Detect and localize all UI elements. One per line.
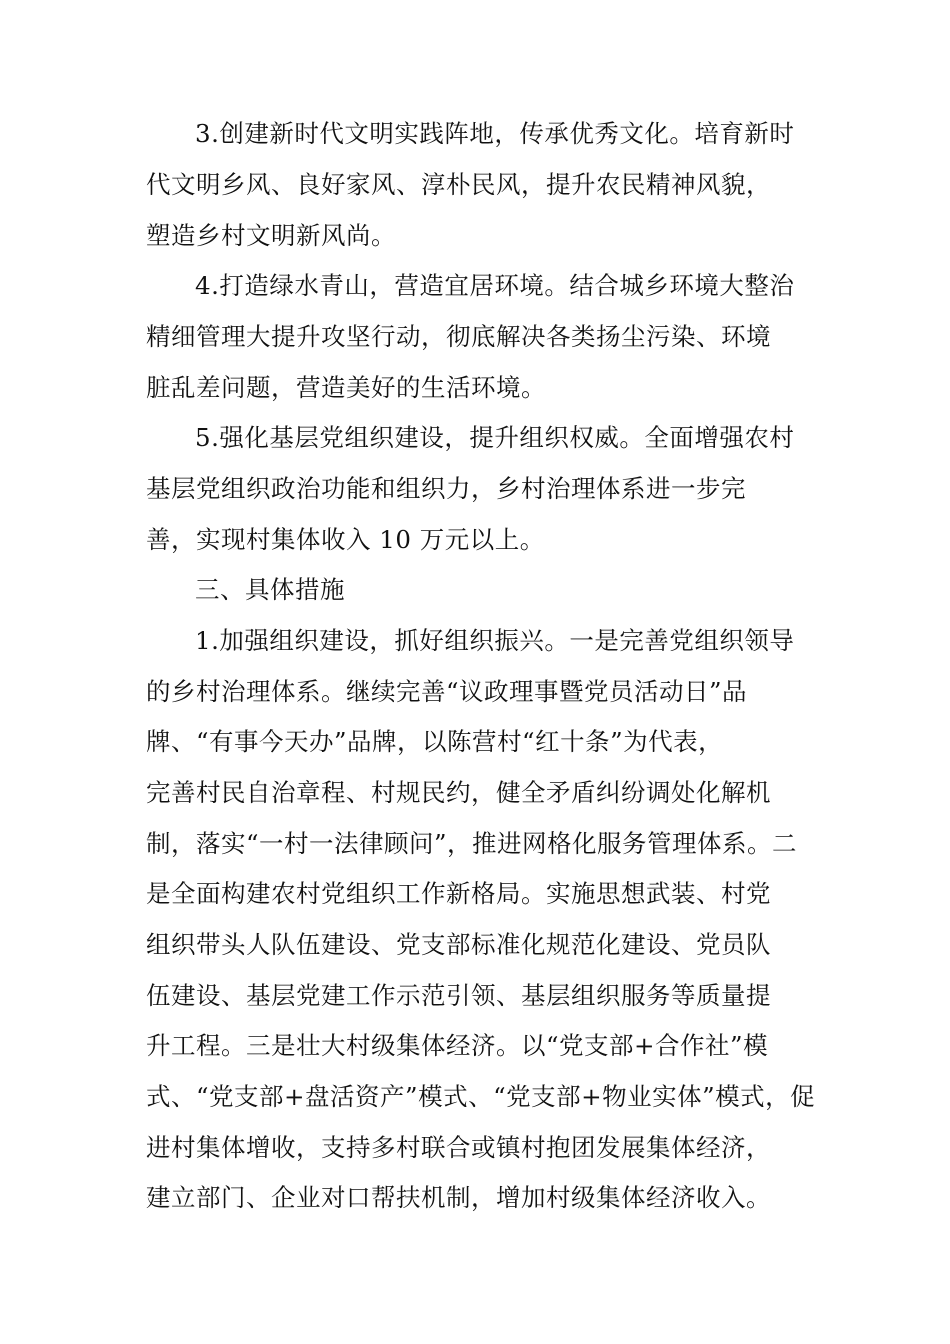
- section-heading: 三、具体措施: [195, 575, 345, 604]
- measure-1-line-7: 组织带头人队伍建设、党支部标准化规范化建设、党员队: [146, 930, 771, 959]
- measure-1-line-2: 的乡村治理体系。继续完善“议政理事暨党员活动日”品: [146, 677, 748, 706]
- measure-1-line-10: 式、“党支部+盘活资产”模式、“党支部+物业实体”模式，促: [146, 1082, 816, 1111]
- measure-1-line-3: 牌、“有事今天办”品牌，以陈营村“红十条”为代表，: [146, 727, 724, 756]
- paragraph-3-line-3: 塑造乡村文明新风尚。: [146, 221, 396, 250]
- measure-1-line-11: 进村集体增收，支持多村联合或镇村抱团发展集体经济，: [146, 1133, 771, 1162]
- paragraph-5-line-1: 5.强化基层党组织建设，提升组织权威。全面增强农村: [195, 423, 795, 452]
- measure-1-line-5: 制，落实“一村一法律顾问”，推进网格化服务管理体系。二: [146, 829, 798, 858]
- measure-1-line-12: 建立部门、企业对口帮扶机制，增加村级集体经济收入。: [146, 1183, 771, 1212]
- paragraph-3-line-1: 3.创建新时代文明实践阵地，传承优秀文化。培育新时: [195, 119, 795, 148]
- paragraph-4-line-1: 4.打造绿水青山，营造宜居环境。结合城乡环境大整治: [195, 271, 795, 300]
- measure-1-line-6: 是全面构建农村党组织工作新格局。实施思想武装、村党: [146, 879, 771, 908]
- paragraph-5-line-3: 善，实现村集体收入 10 万元以上。: [146, 525, 545, 554]
- measure-1-line-8: 伍建设、基层党建工作示范引领、基层组织服务等质量提: [146, 981, 771, 1010]
- paragraph-5-line-2: 基层党组织政治功能和组织力，乡村治理体系进一步完: [146, 474, 746, 503]
- paragraph-4-line-2: 精细管理大提升攻坚行动，彻底解决各类扬尘污染、环境: [146, 322, 771, 351]
- measure-1-line-9: 升工程。三是壮大村级集体经济。以“党支部+合作社”模: [146, 1031, 769, 1060]
- measure-1-line-4: 完善村民自治章程、村规民约，健全矛盾纠纷调处化解机: [146, 778, 771, 807]
- paragraph-3-line-2: 代文明乡风、良好家风、淳朴民风，提升农民精神风貌，: [146, 170, 771, 199]
- paragraph-4-line-3: 脏乱差问题，营造美好的生活环境。: [146, 373, 546, 402]
- measure-1-line-1: 1.加强组织建设，抓好组织振兴。一是完善党组织领导: [195, 626, 795, 655]
